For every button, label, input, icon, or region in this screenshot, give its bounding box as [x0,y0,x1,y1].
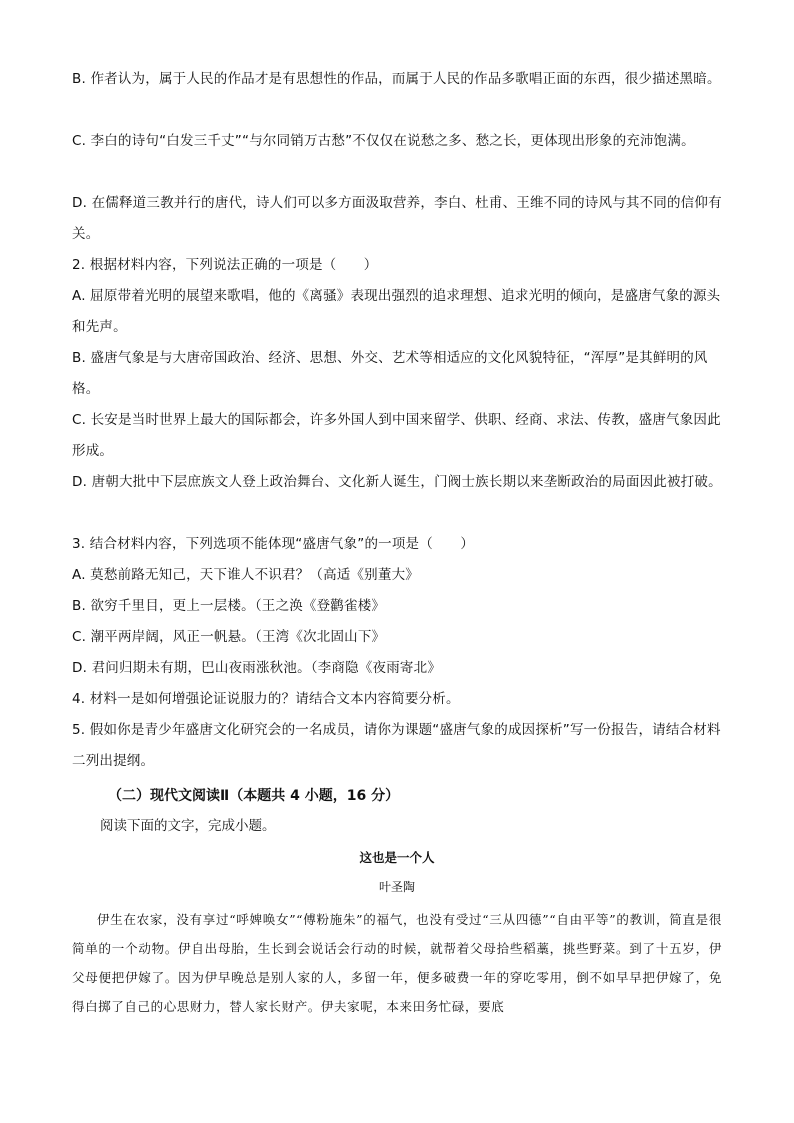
option-3c: C. 潮平两岸阔，风正一帆悬。（王湾《次北固山下》 [72,629,386,645]
question-3: 3. 结合材料内容，下列选项不能体现“盛唐气象”的一项是（ ） [72,536,475,552]
option-2c: C. 长安是当时世界上最大的国际都会，许多外国人到中国来留学、供职、经商、求法、传教，盛唐气象因此形成。 [72,412,721,459]
option-3d: D. 君问归期未有期，巴山夜雨涨秋池。（李商隐《夜雨寄北》 [72,660,442,676]
option-1b: B. 作者认为，属于人民的作品才是有思想性的作品，而属于人民的作品多歌唱正面的东西，很少描述黑暗。 [72,71,721,87]
section-heading: （二）现代文阅读Ⅱ（本题共 4 小题，16 分） [108,788,400,804]
option-1c: C. 李白的诗句“白发三千丈”“与尔同销万古愁”不仅仅在说愁之多、愁之长，更体现出形象的充沛饱满。 [72,133,695,149]
story-title: 这也是一个人 [359,850,435,865]
story-author: 叶圣陶 [378,880,415,894]
option-2b: B. 盛唐气象是与大唐帝国政治、经济、思想、外交、艺术等相适应的文化风貌特征，“浑厚”是其鲜明的风格。 [72,350,708,397]
option-3b: B. 欲穷千里目，更上一层楼。（王之涣《登鹳雀楼》 [72,598,386,614]
question-4: 4. 材料一是如何增强论证说服力的？请结合文本内容简要分析。 [72,691,460,707]
reading-intro: 阅读下面的文字，完成小题。 [100,818,276,834]
question-5: 5. 假如你是青少年盛唐文化研究会的一名成员，请你为课题“盛唐气象的成因探析”写一份报告，请结合材料二列出提纲。 [72,722,721,769]
option-1d: D. 在儒释道三教并行的唐代，诗人们可以多方面汲取营养，李白、杜甫、王维不同的诗风与其不同的信仰有关。 [72,195,722,242]
option-3a: A. 莫愁前路无知己，天下谁人不识君？（高适《别董大》 [72,567,419,583]
option-2d: D. 唐朝大批中下层庶族文人登上政治舞台、文化新人诞生，门阀士族长期以来垄断政治的局面因此被打破。 [72,474,722,490]
story-paragraph: 伊生在农家，没有享过“呼婢唤女”“傅粉施朱”的福气，也没有受过“三从四德”“自由平等”的教训，简直是很简单的一个动物。伊自出母胎，生长到会说话会行动的时候，就帮着父母拾些稻藁，挑些野菜。到了十五岁，伊父母便把伊嫁了。因为伊早晚总是别人家的人，多留一年，便多破费一年的穿吃零用，倒不如早早把伊嫁了，免得白掷了自己的心思财力，替人家长财产。伊夫家呢，本来田务忙碌，要底 [72,912,722,1014]
question-2: 2. 根据材料内容，下列说法正确的一项是（ ） [72,257,378,273]
option-2a: A. 屈原带着光明的展望来歌唱，他的《离骚》表现出强烈的追求理想、追求光明的倾向，是盛唐气象的源头和先声。 [72,288,721,335]
